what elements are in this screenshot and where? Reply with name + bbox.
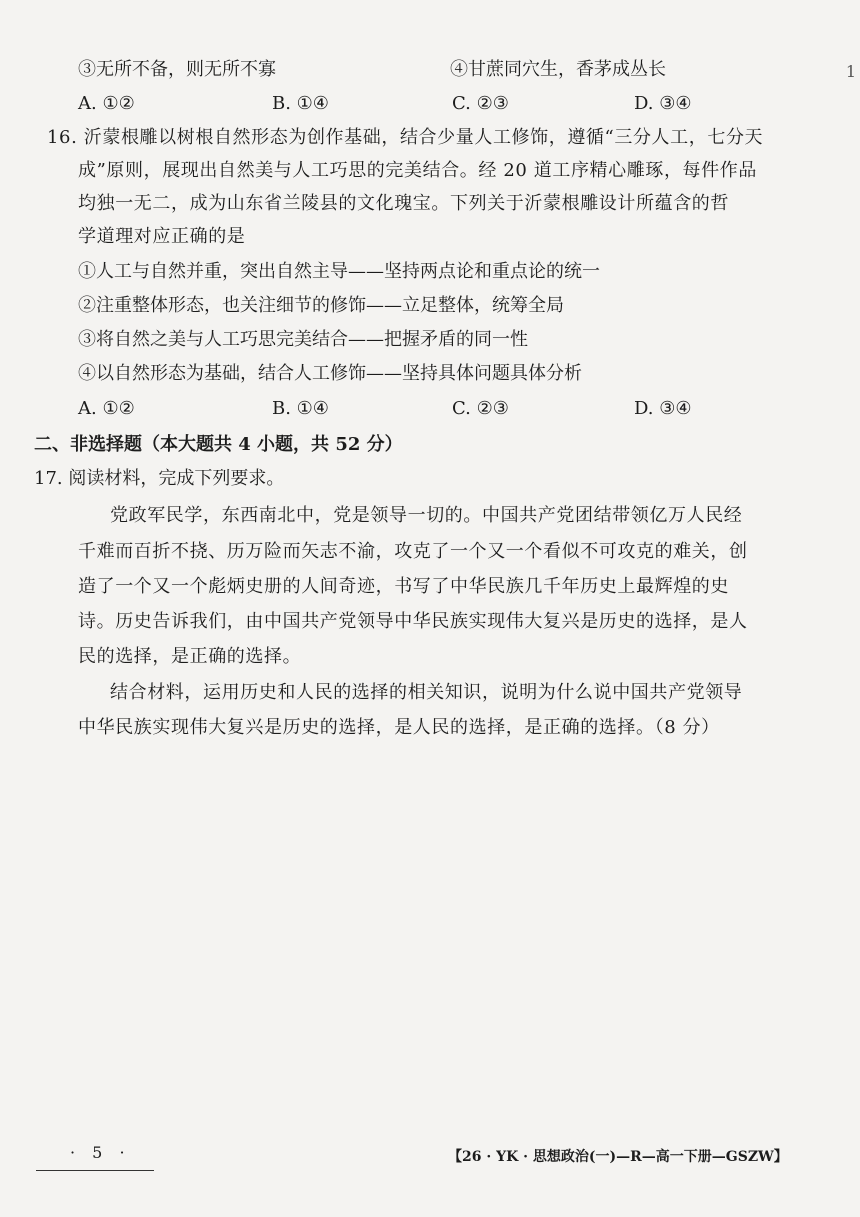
q17-question-line-1: 结合材料，运用历史和人民的选择的相关知识，说明为什么说中国共产党领导 bbox=[110, 682, 743, 703]
q16-stem-line-2: 成”原则，展现出自然美与人工巧思的完美结合。经 20 道工序精心雕琢，每件作品 bbox=[78, 160, 757, 181]
q16-stem-line-3: 均独一无二，成为山东省兰陵县的文化瑰宝。下列关于沂蒙根雕设计所蕴含的哲 bbox=[78, 193, 729, 214]
q16-choice-c: C. ②③ bbox=[452, 398, 509, 419]
q16-item-4: ④以自然形态为基础，结合人工修饰——坚持具体问题具体分析 bbox=[78, 363, 582, 384]
exam-code: 【26 · YK · 思想政治(一)—R—高一下册—GSZW】 bbox=[448, 1149, 788, 1165]
q15-option-3: ③无所不备，则无所不寡 bbox=[78, 59, 276, 80]
q15-choice-c: C. ②③ bbox=[452, 93, 509, 114]
q15-choice-a: A. ①② bbox=[78, 93, 135, 114]
q17-material-line-5: 民的选择，是正确的选择。 bbox=[78, 646, 302, 667]
q15-choice-b: B. ①④ bbox=[272, 93, 329, 114]
q16-choice-b: B. ①④ bbox=[272, 398, 329, 419]
q17-material-line-2: 千难而百折不挠、历万险而矢志不渝，攻克了一个又一个看似不可攻克的难关，创 bbox=[78, 541, 748, 562]
q15-choice-d: D. ③④ bbox=[634, 93, 692, 114]
q15-option-4: ④甘蔗同穴生，香茅成丛长 bbox=[450, 59, 666, 80]
q16-stem-line-1: 16. 沂蒙根雕以树根自然形态为创作基础，结合少量人工修饰，遵循“三分人工，七分天 bbox=[47, 127, 764, 148]
q17-question-line-2: 中华民族实现伟大复兴是历史的选择，是人民的选择，是正确的选择。（8 分） bbox=[78, 717, 720, 738]
footer-rule bbox=[36, 1170, 154, 1171]
q16-stem-line-4: 学道理对应正确的是 bbox=[78, 226, 246, 247]
page-number: · 5 · bbox=[70, 1143, 131, 1162]
q17-material-line-4: 诗。历史告诉我们，由中国共产党领导中华民族实现伟大复兴是历史的选择，是人 bbox=[78, 611, 748, 632]
section-2-title: 二、非选择题（本大题共 4 小题，共 52 分） bbox=[34, 434, 403, 455]
q16-item-3: ③将自然之美与人工巧思完美结合——把握矛盾的同一性 bbox=[78, 329, 528, 350]
q17-material-line-3: 造了一个又一个彪炳史册的人间奇迹，书写了中华民族几千年历史上最辉煌的史 bbox=[78, 576, 729, 597]
q16-choice-a: A. ①② bbox=[78, 398, 135, 419]
q16-item-2: ②注重整体形态，也关注细节的修饰——立足整体，统筹全局 bbox=[78, 295, 564, 316]
edge-mark: 1 bbox=[845, 62, 856, 81]
q17-material-line-1: 党政军民学，东西南北中，党是领导一切的。中国共产党团结带领亿万人民经 bbox=[110, 505, 743, 526]
q16-item-1: ①人工与自然并重，突出自然主导——坚持两点论和重点论的统一 bbox=[78, 261, 600, 282]
q16-choice-d: D. ③④ bbox=[634, 398, 692, 419]
q17-stem: 17. 阅读材料，完成下列要求。 bbox=[34, 468, 285, 489]
